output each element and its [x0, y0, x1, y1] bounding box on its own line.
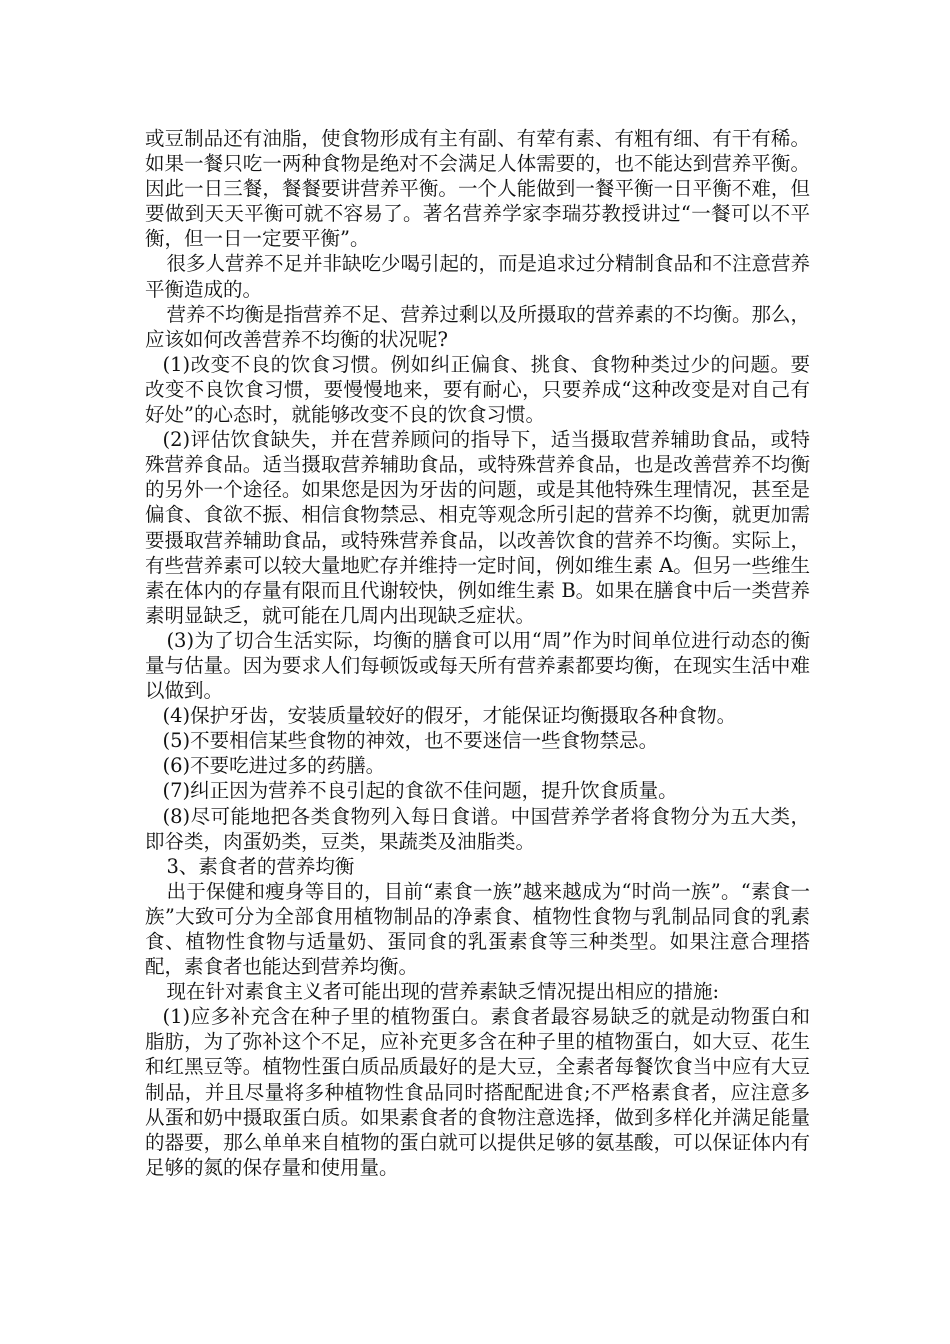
- list-item-4: (4)保护牙齿，安装质量较好的假牙，才能保证均衡摄取各种食物。: [162, 704, 737, 728]
- list-item-1: (1)改变不良的饮食习惯。例如纠正偏食、挑食、食物种类过少的问题。要改变不良饮食习惯，要慢慢地来，要有耐心，只要养成“这种改变是对自己有好处”的心态时，就能够改变不良的饮食习惯。: [145, 352, 810, 427]
- paragraph-2: 很多人营养不足并非缺吃少喝引起的，而是追求过分精制食品和不注意营养平衡造成的。: [145, 252, 810, 301]
- section-heading: 3、素食者的营养均衡: [166, 854, 355, 878]
- list-item-6: (6)不要吃进过多的药膳。: [162, 754, 386, 778]
- paragraph-4: 出于保健和瘦身等目的，目前“素食一族”越来越成为“时尚一族”。“素食一族”大致可分为全部食用植物制品的净素食、植物性食物与乳制品同食的乳素食、植物性食物与适量奶、蛋同食的乳蛋素食等三种类型。如果注意合理搭配，素食者也能达到营养均衡。: [145, 879, 810, 979]
- list-item-7: (7)纠正因为营养不良引起的食欲不佳问题，提升饮食质量。: [162, 779, 678, 803]
- list-item-2: (2)评估饮食缺失，并在营养顾问的指导下，适当摄取营养辅助食品，或特殊营养食品。适当摄取营养辅助食品，或特殊营养食品，也是改善营养不均衡的另外一个途径。如果您是因为牙齿的问题，或是其他特殊生理情况，甚至是偏食、食欲不振、相信食物禁忌、相克等观念所引起的营养不均衡，就更加需要摄取营养辅助食品，或特殊营养食品，以改善饮食的营养不均衡。实际上，有些营养素可以较大量地贮存并维持一定时间，例如维生素 A。但另一些维生素在体内的存量有限而且代谢较快，例如维生素 B。如果在膳食中后一类营养素明显缺乏，就可能在几周内出现缺乏症状。: [145, 428, 810, 627]
- paragraph-1: 或豆制品还有油脂，使食物形成有主有副、有荤有素、有粗有细、有干有稀。如果一餐只吃一两种食物是绝对不会满足人体需要的，也不能达到营养平衡。因此一日三餐，餐餐要讲营养平衡。一个人能做到一餐平衡一日平衡不难，但要做到天天平衡可就不容易了。著名营养学家李瑞芬教授讲过“一餐可以不平衡，但一日一定要平衡”。: [145, 127, 810, 251]
- measure-item-1: (1)应多补充含在种子里的植物蛋白。素食者最容易缺乏的就是动物蛋白和脂肪，为了弥补这个不足，应补充更多含在种子里的植物蛋白，如大豆、花生和红黑豆等。植物性蛋白质品质最好的是大豆，全素者每餐饮食当中应有大豆制品，并且尽量将多种植物性食品同时搭配配进食;不严格素食者，应注意多从蛋和奶中摄取蛋白质。如果素食者的食物注意选择，做到多样化并满足能量的器要，那么单单来自植物的蛋白就可以提供足够的氨基酸，可以保证体内有足够的氮的保存量和使用量。: [145, 1005, 810, 1179]
- document-body: [145, 126, 810, 1180]
- list-item-3: (3)为了切合生活实际，均衡的膳食可以用“周”作为时间单位进行动态的衡量与估量。因为要求人们每顿饭或每天所有营养素都要均衡，在现实生活中难以做到。: [145, 628, 810, 703]
- list-item-8: (8)尽可能地把各类食物列入每日食谱。中国营养学者将食物分为五大类，即谷类，肉蛋奶类，豆类，果蔬类及油脂类。: [145, 804, 810, 853]
- list-item-5: (5)不要相信某些食物的神效，也不要迷信一些食物禁忌。: [162, 729, 659, 753]
- paragraph-5: 现在针对素食主义者可能出现的营养素缺乏情况提出相应的措施:: [166, 980, 720, 1004]
- paragraph-3: 营养不均衡是指营养不足、营养过剩以及所摄取的营养素的不均衡。那么，应该如何改善营养不均衡的状况呢?: [145, 302, 810, 351]
